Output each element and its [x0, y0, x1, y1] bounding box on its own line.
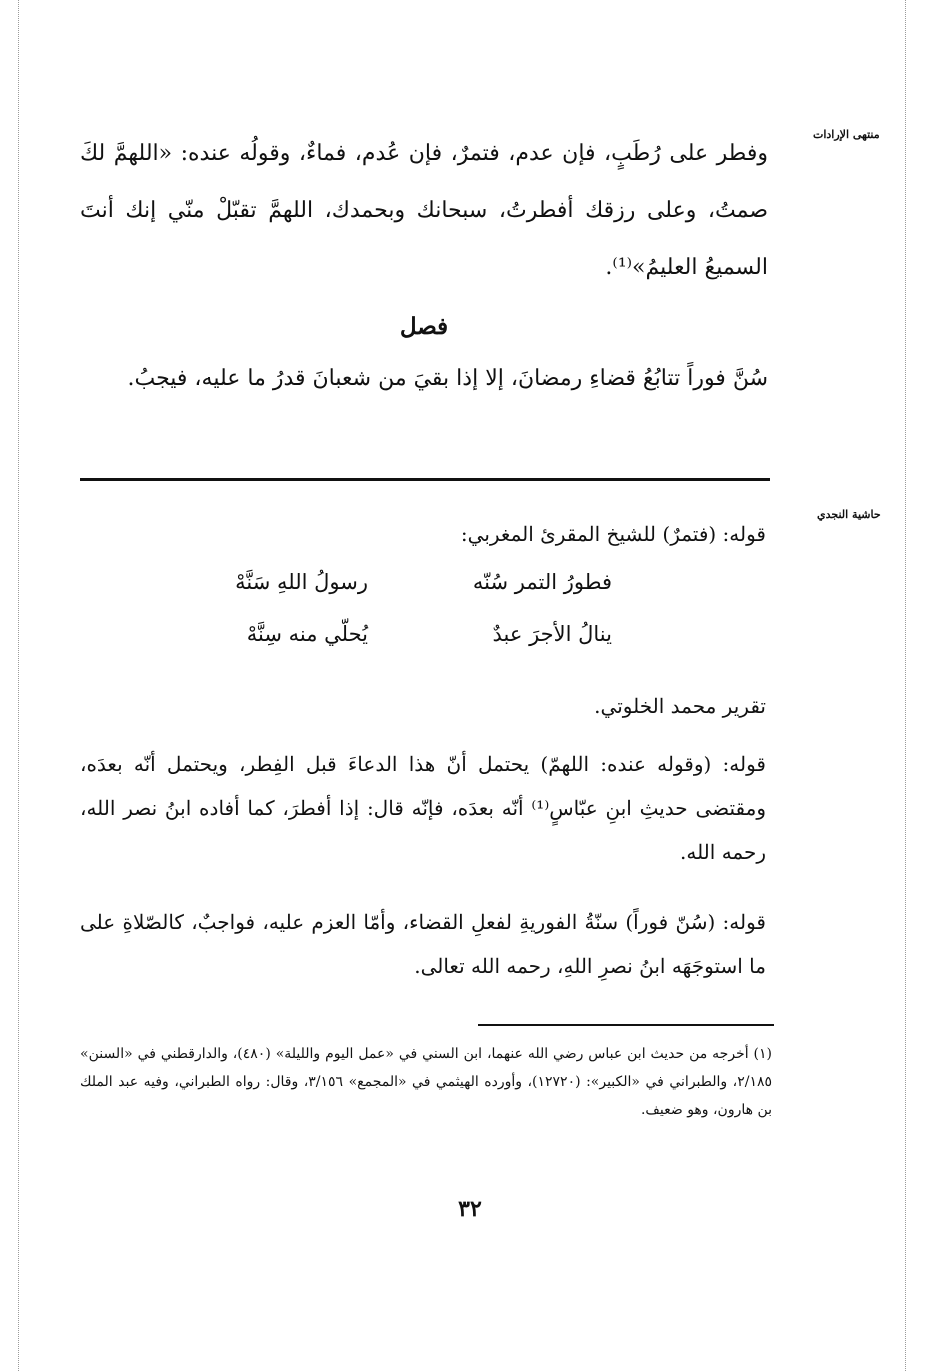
section-divider	[80, 478, 770, 481]
hashiya-paragraph-2: قوله: (وقوله عنده: اللهمّ) يحتمل أنّ هذا الدعاءَ قبل الفِطر، ويحتمل أنّه بعدَه، ومقتضى حديثِ ابنِ عبّاسٍ⁽¹⁾ أنّه بعدَه، فإنّه قال: إذا أفطرَ، كما أفاده ابنُ نصر الله، رحمه الله.	[80, 752, 766, 864]
hashiya-signature: تقرير محمد الخلوتي.	[594, 694, 766, 718]
verse-2-first-hemistich: ينالُ الأجرَ عبدٌ	[492, 622, 612, 646]
matn-paragraph-1: وفطر على رُطَبٍ، فإن عدم، فتمرٌ، فإن عُدم، فماءٌ، وقولُه عنده: «اللهمَّ لكَ صمتُ، وعلى رزقك أفطرتُ، سبحانك وبحمدك، اللهمَّ تقبّلْ منّي إنك أنتَ السميعُ العليمُ»⁽¹⁾.	[80, 141, 768, 280]
margin-dotted-line-right	[905, 0, 906, 1371]
footnote-1: (١) أخرجه من حديث ابن عباس رضي الله عنهما، ابن السني في «عمل اليوم والليلة» (٤٨٠)، والدارقطني في «السنن» ٢/١٨٥، والطبراني في «الكبير»: (١٢٧٢٠)، وأورده الهيثمي في «المجمع» ٣/١٥٦، وقال: رواه الطبراني، وفيه عبد الملك بن هارون، وهو ضعيف.	[80, 1046, 772, 1118]
matn-paragraph-2: سُنَّ فوراً تتابُعُ قضاءِ رمضانَ، إلا إذا بقيَ من شعبانَ قدرُ ما عليه، فيجبُ.	[127, 366, 768, 391]
hashiya-paragraph-3: قوله: (سُنّ فوراً) سنّةُ الفوريةِ لفعلِ القضاء، وأمّا العزم عليه، فواجبٌ، كالصّلاةِ على ما استوجَهَه ابنُ نصرِ اللهِ، رحمه الله تعالى.	[80, 910, 766, 978]
verse-1-first-hemistich: فطورُ التمر سُنّه	[472, 570, 612, 594]
section-heading: فصل	[399, 313, 449, 340]
verse-2-second-hemistich: يُحلّي منه سِنَّهْ	[246, 622, 368, 646]
side-label-matn: منتهى الإرادات	[813, 128, 880, 141]
verse-1-second-hemistich: رسولُ اللهِ سَنَّهْ	[235, 570, 368, 594]
side-label-hashiya: حاشية النجدي	[817, 508, 881, 521]
footnote-divider	[478, 1024, 774, 1026]
hashiya-intro: قوله: (فتمرٌ) للشيخ المقرئ المغربي:	[460, 522, 766, 546]
margin-dotted-line-left	[18, 0, 19, 1371]
page-number: ٣٢	[458, 1196, 482, 1222]
